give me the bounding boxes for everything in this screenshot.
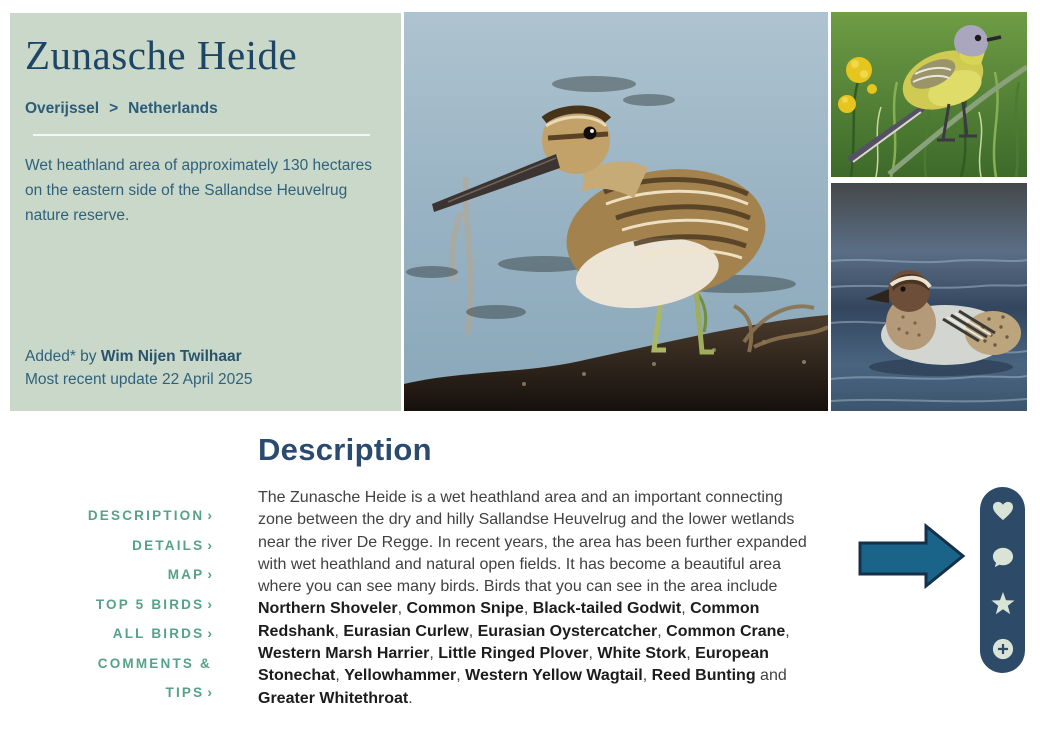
side-nav-label: ALL BIRDS — [112, 626, 205, 641]
add-plus-icon[interactable] — [990, 636, 1016, 662]
breadcrumb-region-link[interactable]: Overijssel — [25, 100, 100, 118]
hero-photo-snipe[interactable] — [404, 12, 828, 411]
star-icon[interactable] — [990, 590, 1016, 616]
side-nav-label: DETAILS — [132, 537, 205, 553]
wagtail-photo-illustration — [831, 12, 1027, 177]
added-by-prefix: Added* by — [25, 348, 97, 365]
side-nav-item[interactable] — [50, 501, 212, 531]
side-nav-item[interactable] — [50, 619, 212, 649]
comment-glyph — [992, 547, 1014, 568]
comment-bubble-icon[interactable] — [990, 544, 1016, 570]
breadcrumb — [25, 100, 377, 118]
favorite-heart-icon[interactable] — [990, 498, 1016, 524]
thumb-photo-yellow-wagtail[interactable] — [831, 12, 1027, 177]
added-by-line — [25, 345, 252, 368]
arrow-right-glyph — [857, 521, 967, 591]
side-nav-label: COMMENTS & TIPS — [97, 655, 212, 700]
snipe-photo-illustration — [404, 12, 828, 411]
side-nav — [50, 501, 212, 708]
action-toolbar — [980, 487, 1025, 673]
heart-glyph — [992, 501, 1014, 521]
breadcrumb-country-link[interactable]: Netherlands — [128, 100, 218, 118]
page-title: Zunasche Heide — [25, 32, 298, 78]
section-heading: Description — [258, 432, 432, 467]
chevron-right-icon: › — [207, 625, 212, 641]
side-nav-item[interactable] — [50, 560, 212, 590]
breadcrumb-separator: > — [109, 100, 119, 118]
chevron-right-icon: › — [207, 595, 212, 612]
author-name: Wim Nijen Twilhaar — [100, 348, 242, 365]
annotation-arrow-right — [857, 521, 967, 591]
chevron-right-icon: › — [207, 536, 212, 553]
garganey-photo-illustration — [831, 183, 1027, 411]
thumb-photo-garganey[interactable] — [831, 183, 1027, 411]
description-paragraph: The Zunasche Heide is a wet heathland area and an important connecting zone between the dry and hilly Sallandse Heuvelrug and the lower wetlands near the river De Regge. In recent years, the area has been further expanded with wet heathland and natural open fields. It has become a beautiful area where you can see many birds. Birds that you can see in the area include Northern Shoveler, Common Snipe, Black-tailed Godwit, Common Redshank, Eurasian Curlew, Eurasian Oystercatcher, Common Crane, Western Marsh Harrier, Little Ringed Plover, White Stork, European Stonechat, Yellowhammer, Western Yellow Wagtail, Reed Bunting and Greater Whitethroat. — [258, 489, 807, 707]
chevron-right-icon: › — [207, 566, 212, 582]
chevron-right-icon: › — [207, 507, 212, 523]
side-nav-item[interactable] — [50, 590, 212, 620]
star-glyph — [991, 592, 1015, 615]
chevron-right-icon: › — [207, 684, 212, 700]
side-nav-item[interactable] — [50, 649, 212, 708]
plus-glyph — [992, 638, 1014, 660]
side-nav-label: MAP — [167, 567, 205, 582]
side-nav-label: DESCRIPTION — [87, 508, 205, 523]
side-nav-label: TOP 5 BIRDS — [95, 596, 205, 612]
hero-meta — [25, 345, 252, 391]
hero-info-panel — [10, 13, 401, 411]
panel-divider — [33, 134, 370, 136]
area-summary: Wet heathland area of approximately 130 hectares on the eastern side of the Sallandse Heuvelrug nature reserve. — [25, 157, 372, 225]
last-update-line: Most recent update 22 April 2025 — [25, 371, 253, 388]
side-nav-item[interactable] — [50, 531, 212, 561]
